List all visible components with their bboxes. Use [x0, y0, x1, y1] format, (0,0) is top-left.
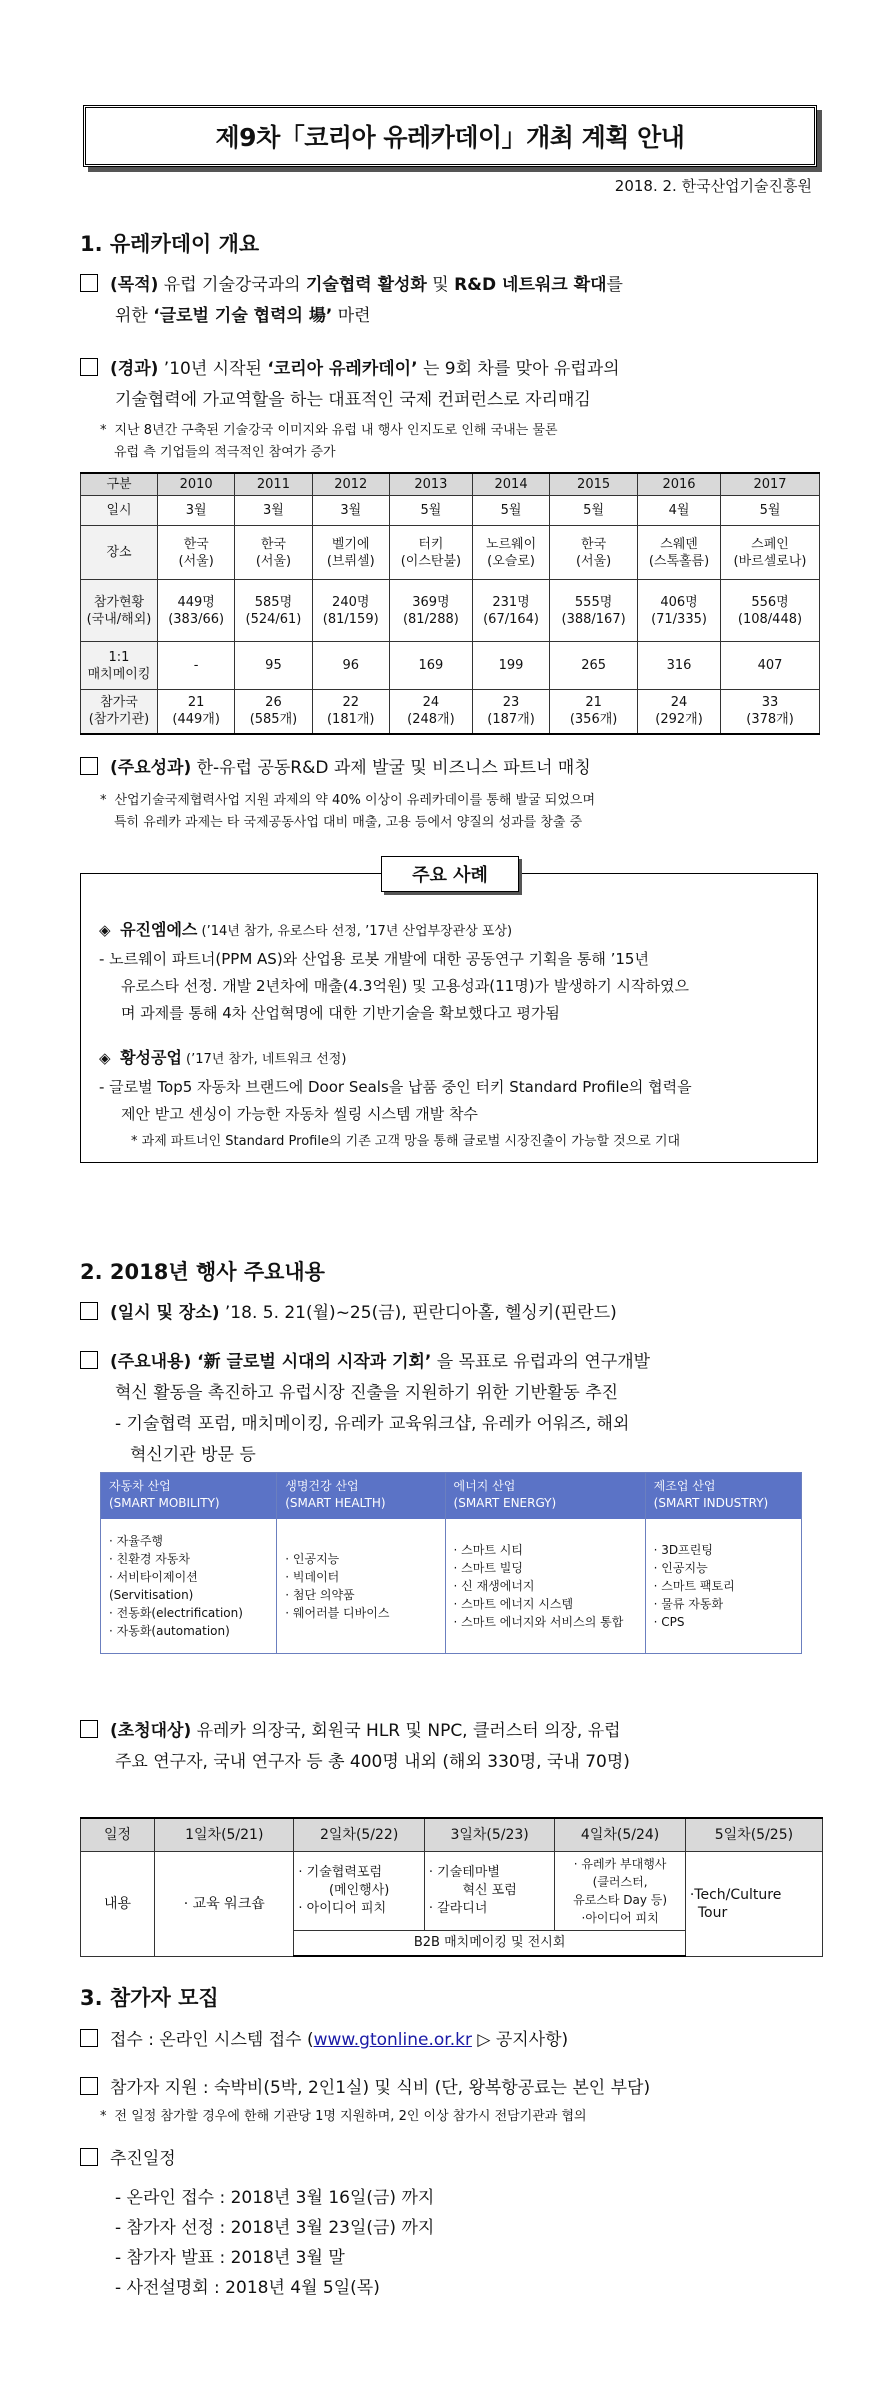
- industry-column: 생명건강 산업 (SMART HEALTH) · 인공지능 · 빅데이터 · 첨단 의약품 · 웨어러블 디바이스: [277, 1473, 445, 1653]
- checkbox-square-icon: [80, 274, 98, 292]
- checkbox-square-icon: [80, 1720, 98, 1738]
- document-title: 제9차「코리아 유레카데이」개최 계획 안내: [83, 105, 817, 167]
- section1-heading: 1. 유레카데이 개요: [80, 232, 260, 256]
- table-row: 참가국 (참가기관) 21 (449개) 26 (585개) 22 (181개) 24 (248개) 23 (187개) 21 (356개) 24 (292개) 33 (378개): [81, 690, 820, 734]
- support-note: * 전 일정 참가할 경우에 한해 기관당 1명 지원하며, 2인 이상 참가시 전담기관과 협의: [100, 2109, 587, 2124]
- event-schedule-table: [80, 1817, 823, 1957]
- asterisk-icon: *: [100, 793, 107, 808]
- checkbox-square-icon: [80, 358, 98, 376]
- industry-column: 자동차 산업 (SMART MOBILITY) · 자율주행 · 친환경 자동차 · 서비타이제이션(Servitisation) · 전동화(electrification) · 자동화(automation): [101, 1473, 277, 1653]
- schedule-item: 추진일정: [80, 2144, 820, 2175]
- table-row: 일시 3월 3월 3월 5월 5월 5월 4월 5월: [81, 496, 820, 526]
- purpose-item: (목적) 유럽 기술강국과의 기술협력 활성화 및 R&D 네트워크 확대를 위한 ‘글로벌 기술 협력의 場’ 마련: [80, 270, 820, 332]
- gtonline-link[interactable]: www.gtonline.or.kr: [313, 2030, 472, 2050]
- support-item: 참가자 지원 : 숙박비(5박, 2인1실) 및 식비 (단, 왕복항공료는 본인 부담): [80, 2073, 820, 2104]
- checkbox-square-icon: [80, 2077, 98, 2095]
- checkbox-square-icon: [80, 1351, 98, 1369]
- diamond-bullet-icon: ◈: [99, 1049, 111, 1067]
- industry-column: 제조업 산업 (SMART INDUSTRY) · 3D프린팅 · 인공지능 · 스마트 팩토리 · 물류 자동화 · CPS: [646, 1473, 801, 1653]
- key-cases-title: 주요 사례: [381, 856, 519, 892]
- table-row: 1:1 매치메이킹 - 95 96 169 199 265 316 407: [81, 642, 820, 690]
- table-row: 참가현황 (국내/해외) 449명 (383/66) 585명 (524/61) 240명 (81/159) 369명 (81/288) 231명 (67/164) 555명 (388/167) 406명 (71/335) 556명 (108/448): [81, 580, 820, 642]
- industry-table: [100, 1472, 802, 1654]
- table-row: 장소 한국 (서울) 한국 (서울) 벨기에 (브뤼셀) 터키 (이스탄불) 노르웨이 (오슬로) 한국 (서울) 스웨덴 (스톡홀름) 스페인 (바르셀로나): [81, 526, 820, 580]
- list-item: - 온라인 접수 : 2018년 3월 16일(금) 까지: [115, 2188, 435, 2208]
- section2-heading: 2. 2018년 행사 주요내용: [80, 1260, 325, 1284]
- asterisk-icon: *: [100, 423, 107, 438]
- list-item: - 참가자 선정 : 2018년 3월 23일(금) 까지: [115, 2218, 435, 2238]
- key-cases-box: [80, 865, 818, 1163]
- main-content-item: (주요내용) ‘新 글로벌 시대의 시작과 기회’ 을 목표로 유럽과의 연구개발 혁신 활동을 촉진하고 유럽시장 진출을 지원하기 위한 기반활동 추진 - 기술협력 포럼, 매치메이킹, 유레카 교육워크샵, 유레카 어워즈, 해외 혁신기관 방문 등: [80, 1347, 820, 1471]
- case2-heading: ◈ 황성공업 (’17년 참가, 네트워크 선정): [99, 1048, 347, 1067]
- when-where-item: (일시 및 장소) ’18. 5. 21(월)~25(금), 핀란디아홀, 헬싱키(핀란드): [80, 1298, 820, 1329]
- case2-body: - 글로벌 Top5 자동차 브랜드에 Door Seals을 납품 중인 터키 Standard Profile의 협력을 제안 받고 센싱이 가능한 자동차 씰링 시스템 개발 착수 * 과제 파트너인 Standard Profile의 기존 고객 망을 통해 글로벌 시장진출이 가능할 것으로 기대: [99, 1078, 692, 1149]
- list-item: - 사전설명회 : 2018년 4월 5일(목): [115, 2278, 380, 2298]
- history-table: [80, 472, 820, 735]
- list-item: - 참가자 발표 : 2018년 3월 말: [115, 2248, 345, 2268]
- outcome-item: (주요성과) 한-유럽 공동R&D 과제 발굴 및 비즈니스 파트너 매칭: [80, 753, 820, 784]
- date-line: 2018. 2. 한국산업기술진흥원: [614, 177, 812, 195]
- industry-column: 에너지 산업 (SMART ENERGY) · 스마트 시티 · 스마트 빌딩 · 신 재생에너지 · 스마트 에너지 시스템 · 스마트 에너지와 서비스의 통합: [446, 1473, 646, 1653]
- table-row: B2B 매치메이킹 및 전시회: [81, 1931, 823, 1957]
- table-header-row: 구분 2010 2011 2012 2013 2014 2015 2016 2017: [81, 473, 820, 496]
- asterisk-icon: *: [131, 1134, 138, 1149]
- history-note: * 지난 8년간 구축된 기술강국 이미지와 유럽 내 행사 인지도로 인해 국내는 물론 유럽 측 기업들의 적극적인 참여가 증가: [100, 423, 558, 460]
- asterisk-icon: *: [100, 2109, 107, 2124]
- diamond-bullet-icon: ◈: [99, 921, 111, 939]
- checkbox-square-icon: [80, 2148, 98, 2166]
- checkbox-square-icon: [80, 1302, 98, 1320]
- checkbox-square-icon: [80, 2029, 98, 2047]
- table-row: 내용 · 교육 워크숍 · 기술협력포럼 (메인행사) · 아이디어 피치 · 기술테마별 혁신 포럼 · 갈라디너 · 유레카 부대행사 (클러스터, 유로스타 Day 등) ·아이디어 피치 ·Tech/Culture Tour: [81, 1852, 823, 1931]
- table-header-row: 일정 1일차(5/21) 2일차(5/22) 3일차(5/23) 4일차(5/24) 5일차(5/25): [81, 1818, 823, 1852]
- section3-heading: 3. 참가자 모집: [80, 1986, 219, 2010]
- invitees-item: (초청대상) 유레카 의장국, 회원국 HLR 및 NPC, 클러스터 의장, 유럽 주요 연구자, 국내 연구자 등 총 400명 내외 (해외 330명, 국내 70명): [80, 1716, 820, 1778]
- apply-item: 접수 : 온라인 시스템 접수 (www.gtonline.or.kr ▷ 공지사항): [80, 2025, 820, 2056]
- outcome-note: * 산업기술국제협력사업 지원 과제의 약 40% 이상이 유레카데이를 통해 발굴 되었으며 특히 유레카 과제는 타 국제공동사업 대비 매출, 고용 등에서 양질의 성과를 창출 중: [100, 793, 595, 830]
- case1-body: - 노르웨이 파트너(PPM AS)와 산업용 로봇 개발에 대한 공동연구 기획을 통해 ’15년 유로스타 선정. 개발 2년차에 매출(4.3억원) 및 고용성과(11명)가 발생하기 시작하였으 며 과제를 통해 4차 산업혁명에 대한 기반기술을 확보했다고 평가됨: [99, 950, 689, 1022]
- case1-heading: ◈ 유진엠에스 (’14년 참가, 유로스타 선정, ’17년 산업부장관상 포상): [99, 920, 513, 939]
- checkbox-square-icon: [80, 757, 98, 775]
- history-item: (경과) ’10년 시작된 ‘코리아 유레카데이’ 는 9회 차를 맞아 유럽과의 기술협력에 가교역할을 하는 대표적인 국제 컨퍼런스로 자리매김: [80, 354, 820, 416]
